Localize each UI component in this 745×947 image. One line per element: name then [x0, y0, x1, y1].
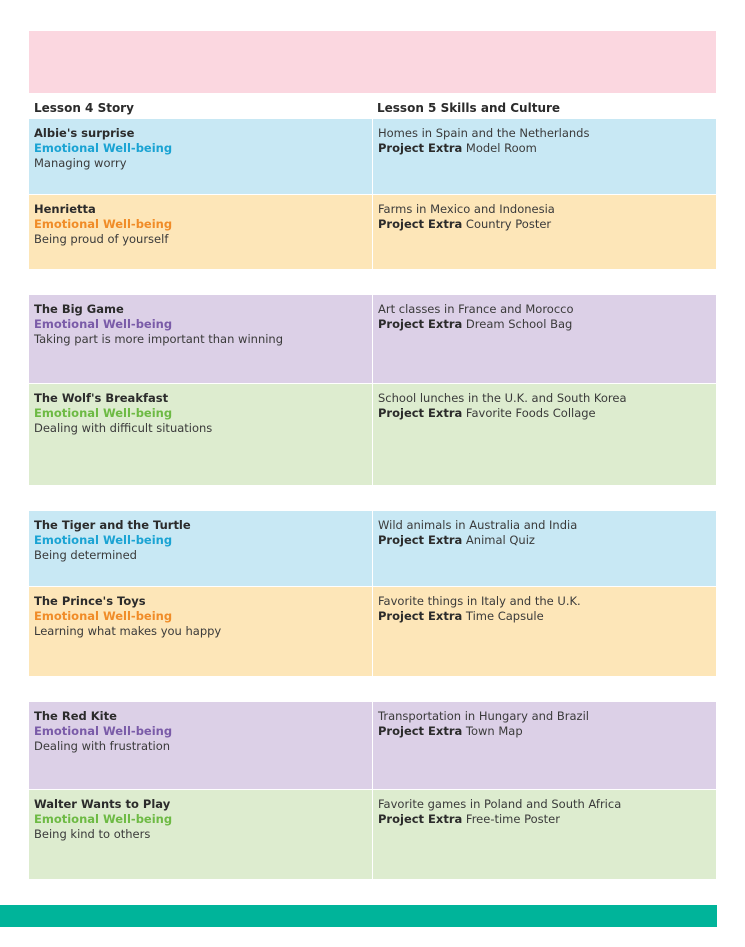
story-cell: [29, 195, 372, 269]
project-extra-line: [378, 406, 711, 421]
wellbeing-label: Emotional Well-being: [34, 609, 173, 623]
story-title: Albie's surprise: [34, 126, 135, 140]
project-extra-line: [378, 609, 711, 624]
project-extra-line: [378, 317, 711, 332]
culture-cell: [373, 790, 716, 879]
story-cell: [29, 587, 372, 676]
culture-cell: [373, 119, 716, 194]
lesson-group: [29, 119, 716, 269]
project-extra-label: Project Extra: [378, 141, 463, 155]
wellbeing-theme: Being proud of yourself: [34, 232, 169, 246]
table-row: [29, 702, 716, 789]
culture-topic: Favorite things in Italy and the U.K.: [378, 594, 581, 608]
project-extra-title: Animal Quiz: [465, 533, 535, 547]
project-extra-title: Town Map: [465, 724, 523, 738]
culture-topic: Favorite games in Poland and South Africa: [378, 797, 622, 811]
culture-topic: Farms in Mexico and Indonesia: [378, 202, 555, 216]
project-extra-label: Project Extra: [378, 406, 463, 420]
wellbeing-label: Emotional Well-being: [34, 317, 173, 331]
story-title: The Prince's Toys: [34, 594, 146, 608]
culture-topic: Transportation in Hungary and Brazil: [378, 709, 589, 723]
wellbeing-theme: Dealing with difficult situations: [34, 421, 213, 435]
project-extra-title: Free-time Poster: [465, 812, 560, 826]
table-row: [29, 119, 716, 194]
wellbeing-theme: Taking part is more important than winning: [34, 332, 284, 346]
table-row: [29, 383, 716, 485]
project-extra-label: Project Extra: [378, 812, 463, 826]
column-header-lesson4: Lesson 4 Story: [34, 101, 134, 115]
lesson-group: [29, 702, 716, 879]
wellbeing-theme: Being determined: [34, 548, 137, 562]
culture-cell: [373, 587, 716, 676]
story-cell: [29, 384, 372, 485]
project-extra-label: Project Extra: [378, 609, 463, 623]
table-row: [29, 586, 716, 676]
wellbeing-label: Emotional Well-being: [34, 406, 173, 420]
wellbeing-theme: Dealing with frustration: [34, 739, 171, 753]
story-title: The Red Kite: [34, 709, 117, 723]
lesson-group: [29, 511, 716, 676]
story-cell: [29, 119, 372, 194]
table-row: [29, 194, 716, 269]
story-title: Walter Wants to Play: [34, 797, 171, 811]
project-extra-label: Project Extra: [378, 317, 463, 331]
wellbeing-label: Emotional Well-being: [34, 724, 173, 738]
project-extra-line: [378, 724, 711, 739]
lesson-group: [29, 295, 716, 485]
culture-cell: [373, 702, 716, 789]
project-extra-label: Project Extra: [378, 533, 463, 547]
story-cell: [29, 511, 372, 586]
story-cell: [29, 702, 372, 789]
culture-topic: Art classes in France and Morocco: [378, 302, 574, 316]
story-cell: [29, 790, 372, 879]
wellbeing-theme: Managing worry: [34, 156, 127, 170]
table-row: [29, 511, 716, 586]
culture-topic: School lunches in the U.K. and South Korea: [378, 391, 627, 405]
project-extra-title: Time Capsule: [465, 609, 544, 623]
project-extra-title: Dream School Bag: [465, 317, 573, 331]
table-row: [29, 789, 716, 879]
project-extra-line: [378, 141, 711, 156]
project-extra-title: Model Room: [465, 141, 537, 155]
wellbeing-theme: Learning what makes you happy: [34, 624, 222, 638]
culture-cell: [373, 384, 716, 485]
wellbeing-label: Emotional Well-being: [34, 141, 173, 155]
culture-cell: [373, 511, 716, 586]
culture-topic: Homes in Spain and the Netherlands: [378, 126, 590, 140]
culture-topic: Wild animals in Australia and India: [378, 518, 578, 532]
project-extra-title: Country Poster: [465, 217, 552, 231]
culture-cell: [373, 295, 716, 383]
wellbeing-label: Emotional Well-being: [34, 217, 173, 231]
footer-bar: [0, 905, 717, 927]
wellbeing-theme: Being kind to others: [34, 827, 151, 841]
story-title: The Wolf's Breakfast: [34, 391, 169, 405]
story-title: The Big Game: [34, 302, 124, 316]
culture-cell: [373, 195, 716, 269]
story-cell: [29, 295, 372, 383]
project-extra-label: Project Extra: [378, 724, 463, 738]
table-row: [29, 295, 716, 383]
wellbeing-label: Emotional Well-being: [34, 812, 173, 826]
project-extra-line: [378, 217, 711, 232]
project-extra-title: Favorite Foods Collage: [465, 406, 596, 420]
column-header-lesson5: Lesson 5 Skills and Culture: [377, 101, 561, 115]
story-title: The Tiger and the Turtle: [34, 518, 191, 532]
project-extra-line: [378, 533, 711, 548]
pink-banner: [29, 31, 716, 93]
project-extra-label: Project Extra: [378, 217, 463, 231]
wellbeing-label: Emotional Well-being: [34, 533, 173, 547]
story-title: Henrietta: [34, 202, 96, 216]
project-extra-line: [378, 812, 711, 827]
